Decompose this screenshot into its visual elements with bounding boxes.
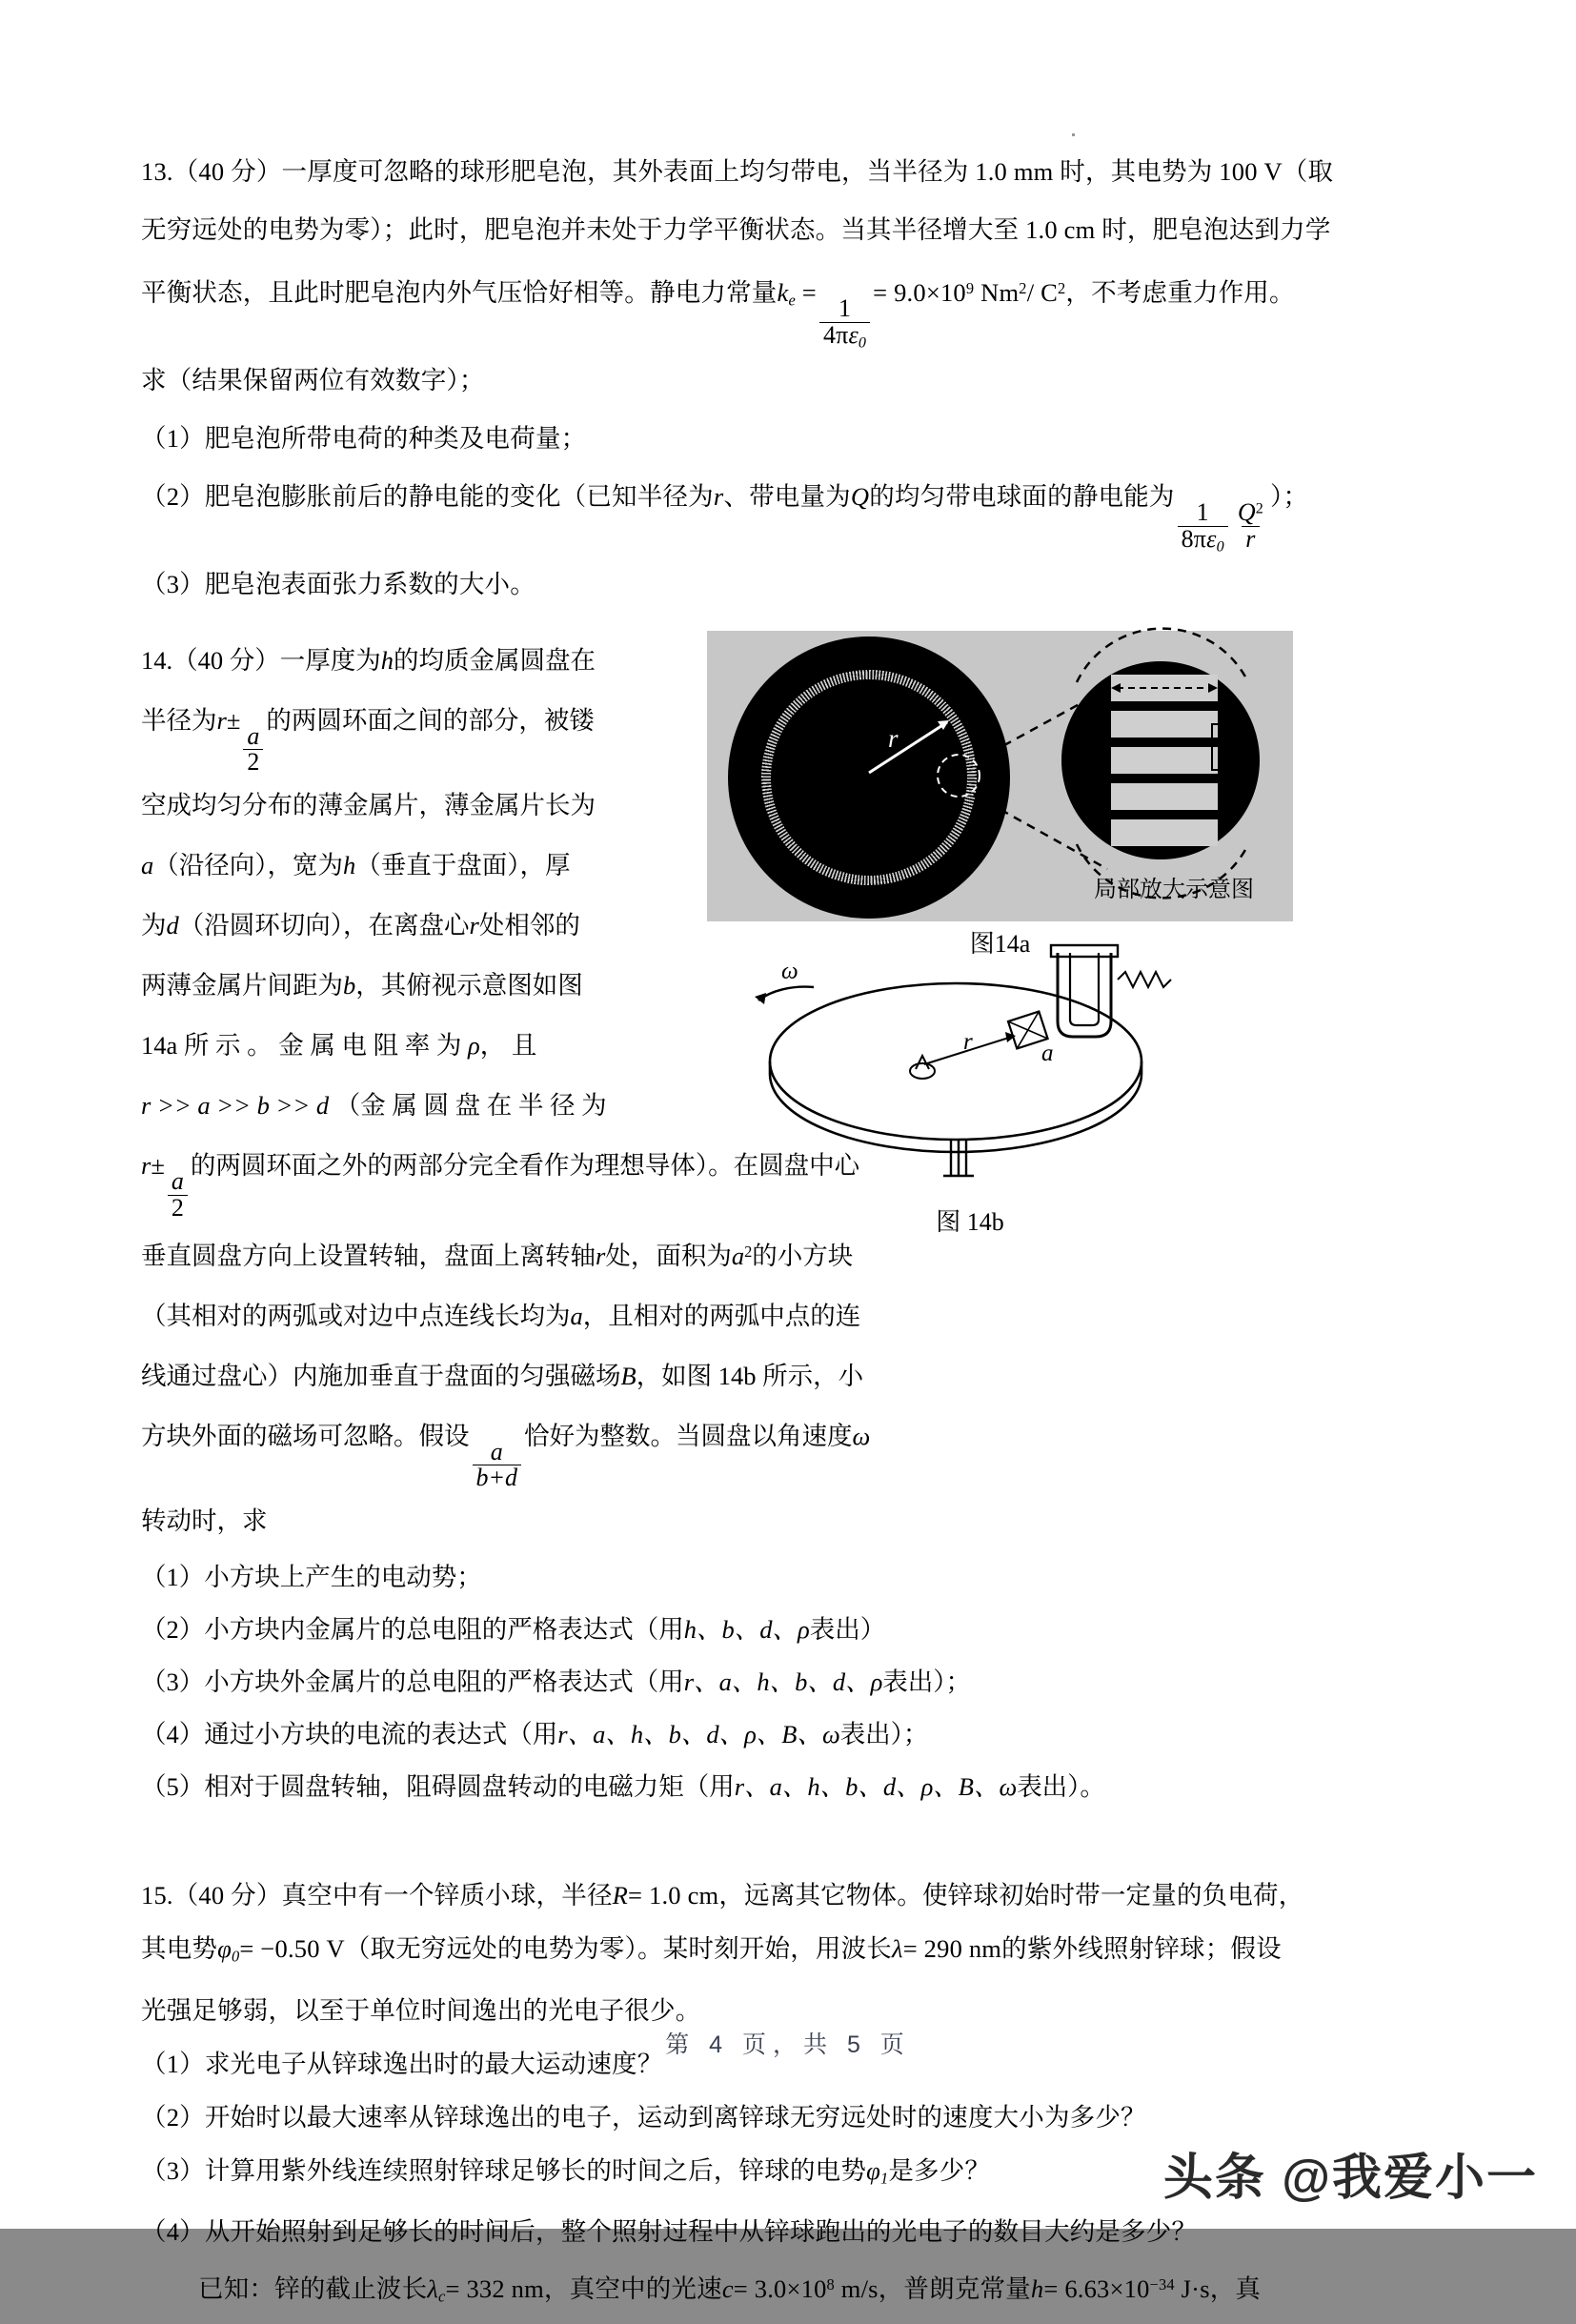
p15-given xyxy=(141,2258,1261,2323)
p15-given-d: ，普朗克常量 xyxy=(878,2274,1031,2304)
p15-given-hval: = 6.63×10 xyxy=(1043,2274,1150,2304)
p14-l12-b: ，如图 14b 所示，小 xyxy=(636,1361,864,1390)
p14-q4 xyxy=(141,1708,1261,1761)
p15-q3-a: （3）计算用紫外线连续照射锌球足够长的时间之后，锌球的电势 xyxy=(141,2155,867,2185)
frac-numerator: 1 xyxy=(838,293,852,322)
p14-line-4 xyxy=(141,836,675,896)
frac-denominator: 2 xyxy=(168,1195,188,1222)
figure-14a xyxy=(707,631,1293,921)
p14-l2-b: 的两圆环面之间的部分，被镂 xyxy=(266,705,595,735)
coulomb-constant-fraction xyxy=(819,293,870,352)
p15-given-hval-sup: −34 xyxy=(1149,2275,1175,2294)
figure-14a-inset-annotations xyxy=(1061,661,1266,866)
p15-q4: （4）从开始照射到足够长的时间后，整个照射过程中从锌球跑出的光电子的数目大约是多少？ xyxy=(141,2217,1198,2247)
page-top-mark xyxy=(1072,133,1075,136)
num-Q: Q xyxy=(1237,497,1256,526)
p15-q3-phi: φ xyxy=(866,2155,880,2185)
p13-l3-tail: ，不考虑重力作用。 xyxy=(1065,277,1295,307)
p14-l12-B: B xyxy=(620,1361,636,1390)
p14-l5-a: 为 xyxy=(141,911,167,940)
p13-eq: = xyxy=(801,277,817,307)
p14-q1: （1）小方块上产生的电动势； xyxy=(141,1563,482,1592)
frac-denominator: b+d xyxy=(473,1465,522,1491)
p15-given-b: ，真空中的光速 xyxy=(543,2274,722,2304)
frac-numerator: a xyxy=(247,721,260,750)
den-epsilon-sub: 0 xyxy=(1216,538,1224,556)
p14-l1-a: 14.（40 分）一厚度为 xyxy=(141,645,381,675)
p14-l7-a: 14a 所 示 。 金 属 电 阻 率 为 xyxy=(141,1031,462,1061)
p15-q3-b: 是多少？ xyxy=(888,2155,991,2185)
p14-line-6 xyxy=(141,956,675,1016)
p14-line-2 xyxy=(141,691,675,777)
fig14b-a-label: a xyxy=(1041,1040,1054,1066)
problem-14-left-column xyxy=(141,631,860,1223)
p13-l3-text: 平衡状态，且此时肥皂泡内外气压恰好相等。静电力常量 xyxy=(141,277,778,307)
p14-l10-a2-sup: 2 xyxy=(744,1242,753,1261)
p14-l13-omega: ω xyxy=(852,1421,871,1450)
p14-q4-a: （4）通过小方块的电流的表达式（用 xyxy=(141,1720,558,1749)
p14-l10-b: 处，面积为 xyxy=(605,1241,732,1270)
p14-line-1 xyxy=(141,631,675,691)
problem-13-line-2: 无穷远处的电势为零）；此时，肥皂泡并未处于力学平衡状态。当其半径增大至 1.0 cm 时，肥皂泡达到力学 xyxy=(141,215,1331,244)
p14-q3-vars: r、a、h、b、d、ρ xyxy=(683,1667,883,1697)
p14-q5-vars: r、a、h、b、d、ρ、B、ω xyxy=(734,1772,1018,1802)
p13-q2-c: 的均匀带电球面的静电能为 xyxy=(869,481,1175,511)
p14-line-14: 转动时，求 xyxy=(141,1506,268,1536)
spacer xyxy=(141,614,1261,631)
p15-l1-eq: = 1.0 cm xyxy=(628,1881,719,1910)
fig14b-omega-label: ω xyxy=(781,958,798,984)
p15-line-1 xyxy=(141,1869,1304,1922)
p15-l1-a: 15.（40 分）真空中有一个锌质小球，半径 xyxy=(141,1881,613,1910)
frac-denominator: r xyxy=(1242,526,1259,553)
problem-13-q2 xyxy=(141,468,1309,556)
p14-q4-b: 表出）； xyxy=(839,1720,929,1749)
p15-given-lambda-sub: c xyxy=(438,2287,446,2306)
p14-q2-a: （2）小方块内金属片的总电阻的严格表达式（用 xyxy=(141,1615,684,1645)
p13-q2-tail: ）； xyxy=(1270,481,1309,511)
p14-q5-a: （5）相对于圆盘转轴，阻碍圆盘转动的电磁力矩（用 xyxy=(141,1772,735,1802)
p15-q2: （2）开始时以最大速率从锌球逸出的电子，运动到离锌球无穷远处时的速度大小为多少？ xyxy=(141,2102,1146,2132)
p15-l2-lamval: = 290 nm xyxy=(902,1934,1002,1964)
fig14a-radius-label: r xyxy=(888,723,899,753)
den-epsilon: ε xyxy=(1206,524,1217,553)
energy-fraction-2 xyxy=(1234,497,1267,553)
p14-line-9 xyxy=(141,1136,860,1223)
p14-line-8 xyxy=(141,1076,675,1136)
p14-l1-h: h xyxy=(380,645,394,675)
problem-13-line-1: 13.（40 分）一厚度可忽略的球形肥皂泡，其外表面上均匀带电，当半径为 1.0 mm 时，其电势为 100 V（取 xyxy=(141,157,1334,186)
fig14a-label-a: a xyxy=(1219,687,1231,716)
fig14a-label-d: d xyxy=(1246,758,1259,787)
page-footer: 第 4 页，共 5 页 xyxy=(665,2031,911,2058)
energy-fraction-1 xyxy=(1178,497,1228,556)
p14-l11-a: （其相对的两弧或对边中点连线长均为 xyxy=(141,1301,571,1330)
p14-q4-vars: r、a、h、b、d、ρ、B、ω xyxy=(557,1720,840,1749)
p15-given-a: 已知：锌的截止波长 xyxy=(198,2274,428,2304)
frac-numerator: 1 xyxy=(1196,497,1209,526)
p14-l12-a: 线通过盘心）内施加垂直于盘面的匀强磁场 xyxy=(141,1361,621,1390)
p13-q2-b: 、带电量为 xyxy=(723,481,851,511)
p14-l5-b: （沿圆环切向），在离盘心 xyxy=(178,911,470,940)
problem-13-line-3 xyxy=(141,259,1295,352)
p13-units: Nm xyxy=(980,277,1020,307)
p15-l2-val: = −0.50 V xyxy=(239,1934,345,1964)
frac-numerator: a xyxy=(490,1437,503,1465)
p14-l6-c: ，其俯视示意图如图 xyxy=(355,971,583,1000)
p15-l2-a: 其电势 xyxy=(141,1934,218,1964)
spacer xyxy=(141,1813,1261,1869)
p15-q1: （1）求光电子从锌球逸出时的最大运动速度？ xyxy=(141,2049,663,2078)
p13-units2: / C xyxy=(1026,277,1058,307)
p13-symbol-k-sub: e xyxy=(788,291,796,310)
p15-l2-c: 的紫外线照射锌球；假设 xyxy=(1001,1934,1282,1964)
radius-fraction-2 xyxy=(168,1169,188,1221)
p15-line-2 xyxy=(141,1922,1282,1984)
p14-l13-a: 方块外面的磁场可忽略。假设 xyxy=(141,1421,470,1450)
p14-l2-a: 半径为 xyxy=(141,705,217,735)
p15-l2-b: （取无穷远处的电势为零）。某时刻开始，用波长 xyxy=(344,1934,893,1964)
p15-given-cval: = 3.0×10 xyxy=(733,2274,827,2304)
p14-l8-ineq: r >> a >> b >> d xyxy=(141,1091,330,1121)
frac-denominator: 2 xyxy=(243,749,263,776)
p15-given-cunit: m/s xyxy=(840,2274,879,2304)
p13-value: = 9.0×10 xyxy=(873,277,966,307)
problem-14-subquestions xyxy=(141,1551,1261,1813)
p13-q2-a: （2）肥皂泡膨胀前后的静电能的变化（已知半径为 xyxy=(141,481,714,511)
p15-q3 xyxy=(141,2144,1261,2206)
problem-13-q1: （1）肥皂泡所带电荷的种类及电荷量； xyxy=(141,423,587,453)
figure-14b-caption: 图 14b xyxy=(936,1207,1004,1236)
p14-l2-r: r xyxy=(216,705,227,735)
p13-q2-r: r xyxy=(713,481,724,511)
problem-13-line-4: 求（结果保留两位有效数字）； xyxy=(141,365,485,394)
p15-l2-phi-sub: 0 xyxy=(231,1947,240,1966)
p14-l4-h: h xyxy=(343,851,356,880)
problem-14-continuation xyxy=(141,1491,1261,1551)
figure-14a-caption: 图14a xyxy=(969,929,1031,958)
p13-q2-Q: Q xyxy=(850,481,870,511)
p15-q3-phi-sub: 1 xyxy=(879,2169,889,2188)
p14-l10-a: 垂直圆盘方向上设置转轴，盘面上离转轴 xyxy=(141,1241,596,1270)
fig14b-r-label: r xyxy=(963,1028,973,1055)
problem-15 xyxy=(141,1869,1304,2324)
watermark: 头条 @我爱小一 xyxy=(1162,2151,1538,2206)
p14-q5-b: 表出）。 xyxy=(1017,1772,1105,1802)
frac-numerator: a xyxy=(171,1167,184,1196)
p14-l9-r: r xyxy=(141,1151,152,1181)
p15-l1-b: ，远离其它物体。使锌球初始时带一定量的负电荷， xyxy=(718,1881,1304,1910)
p14-l10-r: r xyxy=(596,1241,606,1270)
p14-l2-pm: ± xyxy=(226,705,241,735)
p14-l11-b: ，且相对的两弧中点的连 xyxy=(582,1301,861,1330)
den-4pi: 4π xyxy=(822,320,849,349)
radius-fraction-1 xyxy=(243,721,263,777)
frac-denominator xyxy=(1178,526,1228,556)
p14-l8-b: （金 属 圆 盘 在 半 径 为 xyxy=(334,1091,607,1121)
p14-l5-c: 处相邻的 xyxy=(478,911,580,940)
p14-l7-b: ， 且 xyxy=(479,1031,537,1061)
figure-14b xyxy=(722,938,1218,1223)
fig14a-inset-caption: 局部放大示意图 xyxy=(1094,877,1254,902)
p14-l6-b: b xyxy=(343,971,356,1000)
p14-line-11 xyxy=(141,1286,861,1346)
p14-l7-rho: ρ xyxy=(468,1031,480,1061)
problem-14 xyxy=(141,631,1261,1552)
p14-q3 xyxy=(141,1656,1261,1708)
p14-line-10 xyxy=(141,1222,854,1286)
fig14a-label-b: b xyxy=(1246,729,1259,758)
p15-given-c: c xyxy=(721,2274,734,2304)
p14-line-13 xyxy=(141,1406,871,1492)
p14-l4-a: a xyxy=(141,851,154,880)
p13-units2-sup: 2 xyxy=(1057,279,1066,297)
p15-given-e: ，真 xyxy=(1209,2274,1262,2304)
page-content xyxy=(141,143,1334,2324)
p15-given-cval-sup: 8 xyxy=(826,2275,835,2294)
p14-l1-b: 的均质金属圆盘在 xyxy=(394,645,596,675)
p14-l4-c: （垂直于盘面），厚 xyxy=(355,851,571,880)
p14-l6-a: 两薄金属片间距为 xyxy=(141,971,343,1000)
den-8pi: 8π xyxy=(1181,524,1207,553)
p14-l11-sym: a xyxy=(570,1301,583,1330)
p15-line-3: 光强足够弱，以至于单位时间逸出的光电子很少。 xyxy=(141,1995,701,2025)
p14-q2 xyxy=(141,1604,1261,1656)
p14-q2-b: 表出） xyxy=(809,1615,886,1645)
problem-13-q3: （3）肥皂泡表面张力系数的大小。 xyxy=(141,569,535,598)
p14-line-3: 空成均匀分布的薄金属片，薄金属片长为 xyxy=(141,791,596,820)
p14-l5-d: d xyxy=(166,911,179,940)
den-epsilon: ε xyxy=(848,320,859,349)
p14-l5-r: r xyxy=(469,911,479,940)
frac-denominator xyxy=(819,322,870,352)
p14-l9-b: 的两圆环面之外的两部分完全看作为理想导体）。在圆盘中心 xyxy=(190,1151,860,1181)
p14-line-5 xyxy=(141,896,675,956)
p13-units-sup: 2 xyxy=(1019,279,1027,297)
p15-l2-phi: φ xyxy=(217,1934,232,1964)
p14-q3-b: 表出）； xyxy=(882,1667,972,1697)
p14-l9-pm: ± xyxy=(151,1151,165,1181)
p14-q3-a: （3）小方块外金属片的总电阻的严格表达式（用 xyxy=(141,1667,684,1697)
p14-line-7 xyxy=(141,1016,675,1076)
den-epsilon-sub: 0 xyxy=(858,334,867,352)
p14-l10-a2: a xyxy=(731,1241,745,1270)
p13-exp: 9 xyxy=(965,279,975,297)
p15-l2-lambda: λ xyxy=(892,1934,903,1964)
p14-q2-vars: h、b、d、ρ xyxy=(683,1615,810,1645)
p14-l4-b: （沿径向），宽为 xyxy=(153,851,343,880)
p14-q5 xyxy=(141,1761,1261,1813)
p15-l1-R: R xyxy=(612,1881,629,1910)
p15-given-hunit: J·s xyxy=(1181,2274,1210,2304)
p14-l10-c: 的小方块 xyxy=(752,1241,854,1270)
p15-given-h: h xyxy=(1030,2274,1044,2304)
p15-given-lamval: = 332 nm xyxy=(445,2274,544,2304)
p13-symbol-k: k xyxy=(777,277,789,307)
problem-14-left-column-cont xyxy=(141,1222,871,1492)
integer-ratio-fraction xyxy=(473,1437,522,1492)
problem-13 xyxy=(141,143,1334,614)
p14-l13-b: 恰好为整数。当圆盘以角速度 xyxy=(524,1421,853,1450)
num-Q-sup: 2 xyxy=(1255,500,1264,517)
p15-given-lambda: λ xyxy=(427,2274,438,2304)
p14-line-12 xyxy=(141,1346,864,1406)
frac-numerator xyxy=(1234,497,1267,526)
